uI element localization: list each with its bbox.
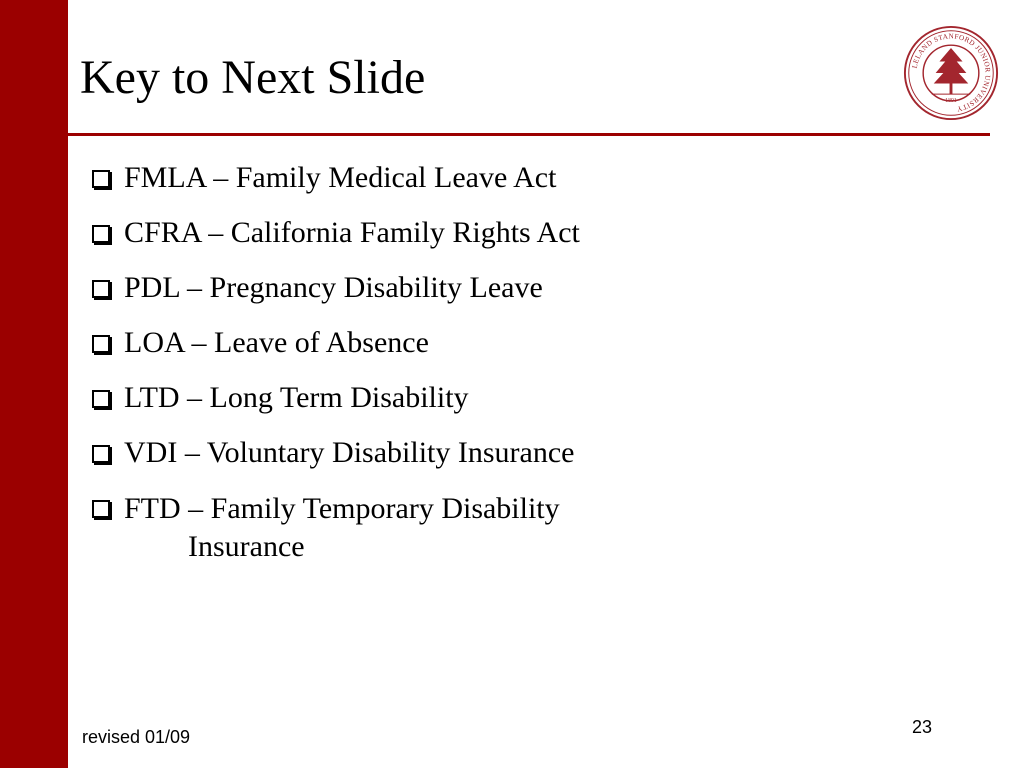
hollow-square-bullet-icon bbox=[92, 225, 110, 243]
bullet-text: FTD – Family Temporary Disability bbox=[124, 492, 560, 525]
bullet-item-vdi bbox=[92, 435, 712, 471]
bullet-text: CFRA – California Family Rights Act bbox=[124, 216, 580, 249]
bullet-text: LTD – Long Term Disability bbox=[124, 381, 469, 414]
bullet-item-cfra bbox=[92, 215, 712, 251]
bullet-text-continuation: Insurance bbox=[188, 530, 305, 563]
hollow-square-bullet-icon bbox=[92, 170, 110, 188]
bullet-item-loa bbox=[92, 325, 712, 361]
hollow-square-bullet-icon bbox=[92, 445, 110, 463]
bullet-text: LOA – Leave of Absence bbox=[124, 326, 429, 359]
bullet-text: FMLA – Family Medical Leave Act bbox=[124, 161, 557, 194]
bullet-list bbox=[92, 160, 712, 585]
hollow-square-bullet-icon bbox=[92, 335, 110, 353]
seal-ring-text: LELAND STANFORD JUNIOR UNIVERSITY bbox=[910, 32, 992, 114]
hollow-square-bullet-icon bbox=[92, 390, 110, 408]
seal-year: 1891 bbox=[945, 97, 957, 104]
bullet-item-pdl bbox=[92, 270, 712, 306]
bullet-item-fmla bbox=[92, 160, 712, 196]
revised-date-footer: revised 01/09 bbox=[82, 727, 191, 747]
bullet-text: VDI – Voluntary Disability Insurance bbox=[124, 436, 575, 469]
slide-title: Key to Next Slide bbox=[80, 51, 426, 104]
hollow-square-bullet-icon bbox=[92, 500, 110, 518]
bullet-item-ftd bbox=[92, 490, 712, 566]
university-seal-icon bbox=[903, 25, 999, 121]
left-accent-bar bbox=[0, 0, 68, 768]
bullet-item-ltd bbox=[92, 380, 712, 416]
bullet-text: PDL – Pregnancy Disability Leave bbox=[124, 271, 543, 304]
title-divider bbox=[68, 133, 990, 136]
hollow-square-bullet-icon bbox=[92, 280, 110, 298]
page-number: 23 bbox=[912, 717, 933, 737]
